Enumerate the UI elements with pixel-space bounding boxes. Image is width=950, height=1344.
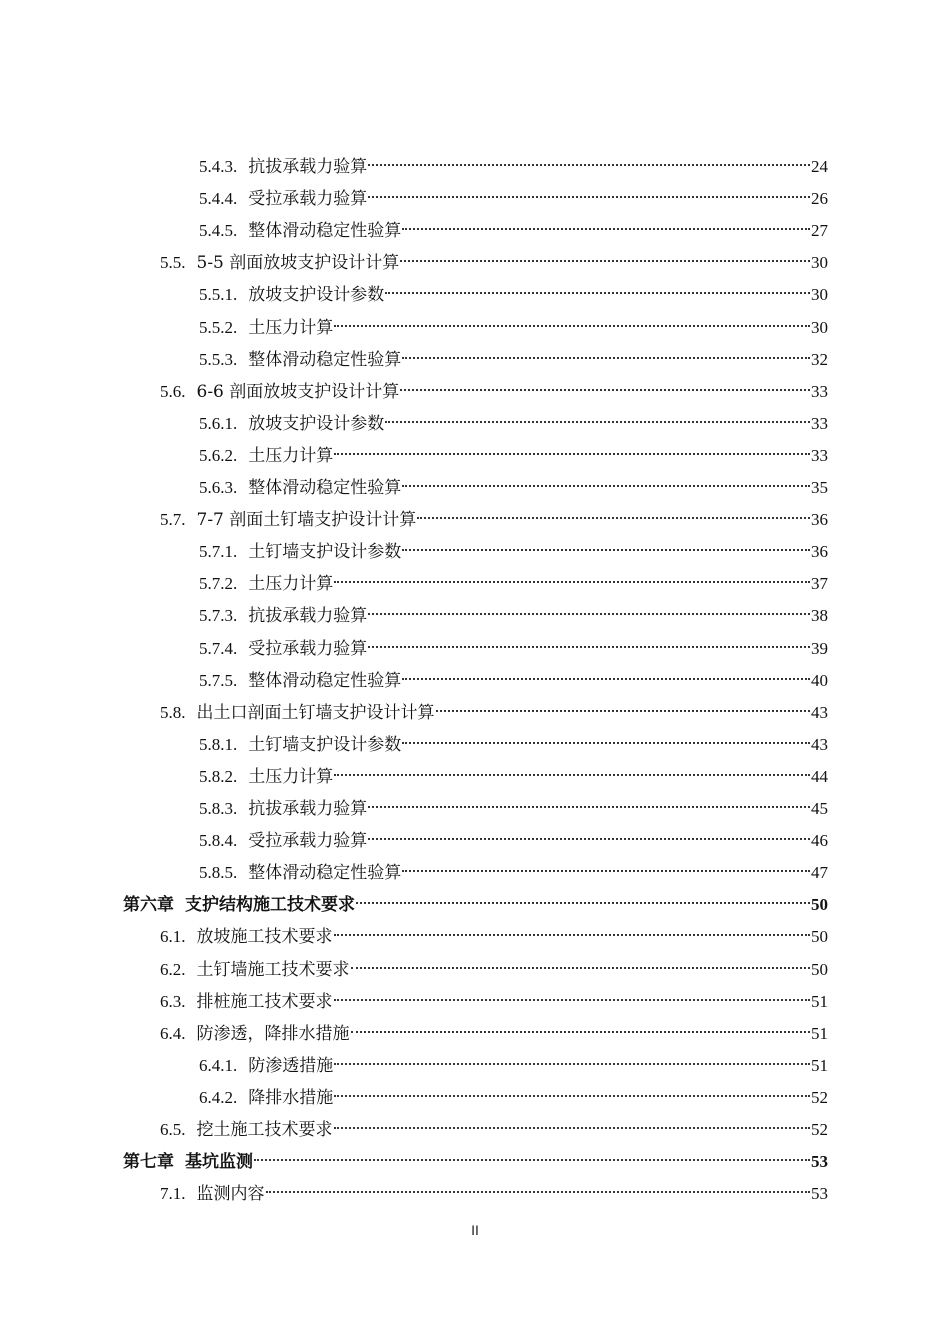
toc-entry-page-number: 30 xyxy=(811,285,828,304)
toc-entry[interactable] xyxy=(199,857,828,889)
toc-entry-page-number: 24 xyxy=(811,157,828,176)
toc-entry-page-number: 40 xyxy=(811,671,828,690)
toc-entry[interactable] xyxy=(199,793,828,825)
toc-dot-leader xyxy=(356,900,810,904)
toc-entry-number: 5.8.4. xyxy=(199,831,238,850)
toc-entry-page-number: 46 xyxy=(811,831,828,850)
toc-entry-title: 整体滑动稳定性验算 xyxy=(248,671,402,691)
toc-entry-title: 抗拔承载力验算 xyxy=(248,157,368,177)
toc-entry-number: 第七章 xyxy=(123,1152,174,1171)
toc-entry[interactable] xyxy=(199,729,828,761)
toc-entry-number: 5.4.4. xyxy=(199,189,238,208)
toc-entry-number: 5.8.3. xyxy=(199,799,238,818)
toc-entry-page-number: 43 xyxy=(811,703,828,722)
toc-entry-number: 5.6. xyxy=(160,382,186,401)
toc-entry-page-number: 51 xyxy=(811,1056,828,1075)
toc-entry-page-number: 33 xyxy=(811,382,828,401)
toc-entry-number: 6.4.1. xyxy=(199,1056,238,1075)
toc-entry-page-number: 47 xyxy=(811,863,828,882)
toc-entry-page-number: 27 xyxy=(811,221,828,240)
toc-entry-title: 5-5 剖面放坡支护设计计算 xyxy=(196,253,400,273)
toc-dot-leader xyxy=(436,708,811,712)
toc-entry-number: 5.6.1. xyxy=(199,414,238,433)
toc-entry-title: 土钉墙支护设计参数 xyxy=(248,735,402,755)
toc-dot-leader xyxy=(334,997,811,1001)
toc-entry[interactable] xyxy=(199,825,828,857)
toc-entry-page-number: 32 xyxy=(811,350,828,369)
toc-entry-title: 放坡支护设计参数 xyxy=(248,285,385,305)
toc-entry-title: 6-6 剖面放坡支护设计计算 xyxy=(196,382,400,402)
toc-entry-page-number: 36 xyxy=(811,510,828,529)
toc-entry-number: 6.2. xyxy=(160,960,186,979)
toc-dot-leader xyxy=(402,355,810,359)
toc-entry[interactable] xyxy=(160,986,828,1018)
toc-entry-title: 放坡施工技术要求 xyxy=(196,927,333,947)
toc-entry-number: 6.4. xyxy=(160,1024,186,1043)
toc-dot-leader xyxy=(334,579,810,583)
toc-entry[interactable] xyxy=(199,344,828,376)
toc-entry[interactable] xyxy=(199,568,828,600)
toc-dot-leader xyxy=(368,804,810,808)
page-footer-number: II xyxy=(471,1222,479,1238)
toc-dot-leader xyxy=(402,483,810,487)
toc-entry-number: 5.7.4. xyxy=(199,639,238,658)
toc-entry-title: 土钉墙施工技术要求 xyxy=(196,960,350,980)
toc-entry-page-number: 45 xyxy=(811,799,828,818)
toc-dot-leader xyxy=(334,1093,810,1097)
toc-entry-page-number: 38 xyxy=(811,606,828,625)
toc-dot-leader xyxy=(417,515,810,519)
toc-entry[interactable] xyxy=(199,633,828,665)
toc-entry-number: 5.8.2. xyxy=(199,767,238,786)
toc-dot-leader xyxy=(368,836,810,840)
toc-entry[interactable] xyxy=(123,1146,828,1178)
toc-entry-number: 5.4.3. xyxy=(199,157,238,176)
toc-entry[interactable] xyxy=(160,921,828,953)
toc-entry-page-number: 43 xyxy=(811,735,828,754)
toc-entry-page-number: 50 xyxy=(811,895,828,914)
toc-entry-title: 出土口剖面土钉墙支护设计计算 xyxy=(196,703,435,723)
toc-dot-leader xyxy=(368,194,810,198)
toc-dot-leader xyxy=(334,1061,810,1065)
toc-entry-number: 5.5. xyxy=(160,253,186,272)
toc-entry-page-number: 37 xyxy=(811,574,828,593)
toc-entry-number: 5.4.5. xyxy=(199,221,238,240)
toc-entry-title: 基坑监测 xyxy=(185,1152,253,1172)
toc-entry-page-number: 30 xyxy=(811,318,828,337)
toc-dot-leader xyxy=(334,1125,811,1129)
toc-entry-title: 支护结构施工技术要求 xyxy=(185,895,355,915)
toc-dot-leader xyxy=(385,290,810,294)
toc-entry-page-number: 53 xyxy=(811,1152,828,1171)
toc-entry[interactable] xyxy=(160,954,828,986)
toc-entry-number: 5.8.5. xyxy=(199,863,238,882)
toc-entry-title: 整体滑动稳定性验算 xyxy=(248,350,402,370)
toc-entry-page-number: 53 xyxy=(811,1184,828,1203)
toc-dot-leader xyxy=(334,451,810,455)
toc-dot-leader xyxy=(400,258,810,262)
toc-entry-number: 5.5.3. xyxy=(199,350,238,369)
toc-entry[interactable] xyxy=(199,536,828,568)
toc-entry-number: 5.8. xyxy=(160,703,186,722)
toc-dot-leader xyxy=(266,1189,811,1193)
toc-entry-title: 土钉墙支护设计参数 xyxy=(248,542,402,562)
toc-entry[interactable] xyxy=(199,183,828,215)
toc-entry-number: 5.5.1. xyxy=(199,285,238,304)
toc-entry-title: 抗拔承载力验算 xyxy=(248,606,368,626)
toc-entry-title: 整体滑动稳定性验算 xyxy=(248,221,402,241)
toc-entry[interactable] xyxy=(160,1018,828,1050)
toc-entry[interactable] xyxy=(199,1050,828,1082)
toc-entry-title: 土压力计算 xyxy=(248,574,334,594)
toc-entry-number: 6.1. xyxy=(160,927,186,946)
toc-entry-page-number: 26 xyxy=(811,189,828,208)
toc-dot-leader xyxy=(385,419,810,423)
toc-entry-page-number: 52 xyxy=(811,1088,828,1107)
toc-entry-title: 排桩施工技术要求 xyxy=(196,992,333,1012)
toc-entry[interactable] xyxy=(199,440,828,472)
toc-entry[interactable] xyxy=(160,376,828,408)
toc-entry-page-number: 39 xyxy=(811,639,828,658)
toc-dot-leader xyxy=(402,547,810,551)
toc-entry-title: 受拉承载力验算 xyxy=(248,639,368,659)
toc-entry[interactable] xyxy=(160,504,828,536)
toc-entry-page-number: 52 xyxy=(811,1120,828,1139)
toc-entry-page-number: 36 xyxy=(811,542,828,561)
toc-dot-leader xyxy=(351,1029,811,1033)
toc-dot-leader xyxy=(334,323,810,327)
toc-dot-leader xyxy=(368,611,810,615)
toc-entry-title: 土压力计算 xyxy=(248,318,334,338)
toc-entry-page-number: 33 xyxy=(811,446,828,465)
toc-entry-title: 受拉承载力验算 xyxy=(248,189,368,209)
toc-entry-title: 7-7 剖面土钉墙支护设计计算 xyxy=(196,510,417,530)
toc-entry-title: 监测内容 xyxy=(196,1184,265,1204)
toc-entry-page-number: 44 xyxy=(811,767,828,786)
toc-entry-title: 防渗透，降排水措施 xyxy=(196,1024,350,1044)
toc-dot-leader xyxy=(400,387,810,391)
toc-entry-number: 5.7. xyxy=(160,510,186,529)
toc-entry-title: 挖土施工技术要求 xyxy=(196,1120,333,1140)
toc-entry[interactable] xyxy=(160,247,828,279)
toc-entry-number: 5.7.3. xyxy=(199,606,238,625)
toc-entry-number: 7.1. xyxy=(160,1184,186,1203)
toc-entry[interactable] xyxy=(123,889,828,921)
toc-entry-page-number: 50 xyxy=(811,927,828,946)
toc-entry-number: 5.7.2. xyxy=(199,574,238,593)
toc-entry-number: 6.3. xyxy=(160,992,186,1011)
toc-entry-page-number: 51 xyxy=(811,1024,828,1043)
toc-entry[interactable] xyxy=(160,1178,828,1210)
toc-entry[interactable] xyxy=(199,408,828,440)
toc-entry-number: 6.4.2. xyxy=(199,1088,238,1107)
toc-entry[interactable] xyxy=(199,312,828,344)
toc-entry[interactable] xyxy=(199,600,828,632)
toc-dot-leader xyxy=(254,1157,810,1161)
toc-entry-title: 放坡支护设计参数 xyxy=(248,414,385,434)
toc-entry-title: 整体滑动稳定性验算 xyxy=(248,863,402,883)
toc-entry[interactable] xyxy=(199,1082,828,1114)
toc-entry[interactable] xyxy=(199,472,828,504)
toc-entry[interactable] xyxy=(199,279,828,311)
toc-entry-title: 抗拔承载力验算 xyxy=(248,799,368,819)
toc-entry[interactable] xyxy=(199,761,828,793)
toc-dot-leader xyxy=(402,868,810,872)
toc-dot-leader xyxy=(334,772,810,776)
toc-dot-leader xyxy=(402,226,810,230)
toc-entry-page-number: 33 xyxy=(811,414,828,433)
toc-entry[interactable] xyxy=(160,697,828,729)
toc-entry-number: 5.7.5. xyxy=(199,671,238,690)
toc-entry-number: 5.7.1. xyxy=(199,542,238,561)
toc-entry[interactable] xyxy=(199,151,828,183)
toc-entry-page-number: 50 xyxy=(811,960,828,979)
toc-dot-leader xyxy=(334,932,811,936)
toc-entry[interactable] xyxy=(160,1114,828,1146)
toc-entry-page-number: 30 xyxy=(811,253,828,272)
toc-entry-title: 土压力计算 xyxy=(248,767,334,787)
toc-entry-number: 5.6.2. xyxy=(199,446,238,465)
toc-entry-number: 5.8.1. xyxy=(199,735,238,754)
toc-dot-leader xyxy=(351,965,811,969)
toc-entry[interactable] xyxy=(199,665,828,697)
toc-entry[interactable] xyxy=(199,215,828,247)
toc-dot-leader xyxy=(402,740,810,744)
toc-entry-page-number: 51 xyxy=(811,992,828,1011)
toc-entry-number: 6.5. xyxy=(160,1120,186,1139)
toc-entry-title: 防渗透措施 xyxy=(248,1056,334,1076)
toc-dot-leader xyxy=(368,162,810,166)
toc-dot-leader xyxy=(402,676,810,680)
toc-dot-leader xyxy=(368,644,810,648)
toc-entry-title: 受拉承载力验算 xyxy=(248,831,368,851)
toc-entry-number: 5.5.2. xyxy=(199,318,238,337)
toc-entry-number: 第六章 xyxy=(123,895,174,914)
toc-entry-title: 整体滑动稳定性验算 xyxy=(248,478,402,498)
toc-entry-page-number: 35 xyxy=(811,478,828,497)
toc-entry-number: 5.6.3. xyxy=(199,478,238,497)
toc-entry-title: 土压力计算 xyxy=(248,446,334,466)
toc-entry-title: 降排水措施 xyxy=(248,1088,334,1108)
